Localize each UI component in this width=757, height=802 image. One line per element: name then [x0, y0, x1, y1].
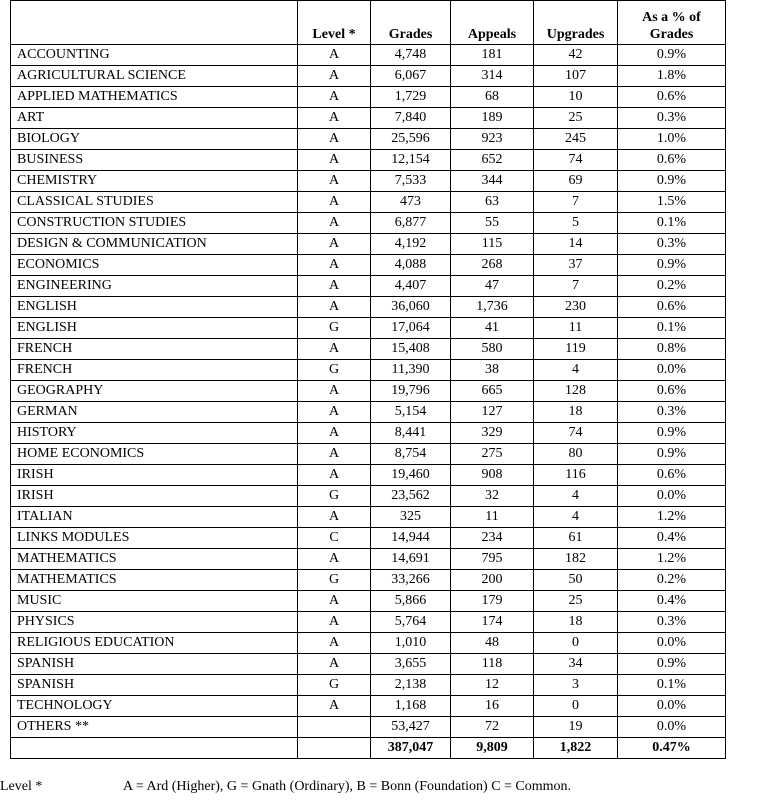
cell-pct: 0.6% — [618, 297, 726, 318]
cell-upgrades: 3 — [534, 675, 618, 696]
cell-appeals: 72 — [451, 717, 534, 738]
cell-appeals: 118 — [451, 654, 534, 675]
cell-grades: 6,067 — [371, 66, 451, 87]
cell-pct: 1.5% — [618, 192, 726, 213]
table-row — [11, 633, 726, 654]
table-row — [11, 234, 726, 255]
table-row — [11, 66, 726, 87]
cell-grades: 15,408 — [371, 339, 451, 360]
footnote-text: A = Ard (Higher), G = Gnath (Ordinary), B = Bonn (Foundation) C = Common. — [123, 779, 572, 794]
cell-level: G — [298, 486, 371, 507]
cell-level: A — [298, 339, 371, 360]
footnote — [0, 779, 757, 799]
cell-appeals: 344 — [451, 171, 534, 192]
cell-grades: 4,192 — [371, 234, 451, 255]
cell-level: A — [298, 549, 371, 570]
table-row — [11, 612, 726, 633]
cell-pct: 0.0% — [618, 696, 726, 717]
header-subject — [11, 1, 298, 45]
cell-subject: CHEMISTRY — [11, 171, 298, 192]
cell-grades: 19,460 — [371, 465, 451, 486]
cell-level: A — [298, 654, 371, 675]
cell-appeals: 234 — [451, 528, 534, 549]
cell-upgrades: 80 — [534, 444, 618, 465]
cell-upgrades: 4 — [534, 360, 618, 381]
cell-pct: 0.9% — [618, 45, 726, 66]
cell-grades: 14,691 — [371, 549, 451, 570]
table-row — [11, 507, 726, 528]
cell-level: A — [298, 192, 371, 213]
totals-pct: 0.47% — [618, 738, 726, 759]
footnote-key: Level * — [0, 779, 43, 794]
cell-subject: ENGINEERING — [11, 276, 298, 297]
table-row — [11, 402, 726, 423]
cell-grades: 5,154 — [371, 402, 451, 423]
cell-subject: ACCOUNTING — [11, 45, 298, 66]
cell-appeals: 314 — [451, 66, 534, 87]
cell-pct: 0.0% — [618, 486, 726, 507]
cell-level: G — [298, 360, 371, 381]
header-appeals: Appeals — [451, 1, 534, 45]
cell-level: C — [298, 528, 371, 549]
cell-grades: 6,877 — [371, 213, 451, 234]
cell-subject: ECONOMICS — [11, 255, 298, 276]
cell-grades: 8,754 — [371, 444, 451, 465]
cell-subject: MATHEMATICS — [11, 549, 298, 570]
cell-upgrades: 18 — [534, 612, 618, 633]
table-row — [11, 675, 726, 696]
table-row — [11, 108, 726, 129]
totals-level — [298, 738, 371, 759]
cell-upgrades: 230 — [534, 297, 618, 318]
cell-appeals: 179 — [451, 591, 534, 612]
cell-pct: 0.2% — [618, 276, 726, 297]
table-row — [11, 255, 726, 276]
cell-subject: FRENCH — [11, 360, 298, 381]
cell-grades: 11,390 — [371, 360, 451, 381]
cell-subject: BUSINESS — [11, 150, 298, 171]
cell-subject: ENGLISH — [11, 318, 298, 339]
cell-level: A — [298, 45, 371, 66]
cell-appeals: 115 — [451, 234, 534, 255]
cell-appeals: 580 — [451, 339, 534, 360]
totals-grades: 387,047 — [371, 738, 451, 759]
cell-appeals: 55 — [451, 213, 534, 234]
cell-subject: APPLIED MATHEMATICS — [11, 87, 298, 108]
cell-grades: 1,010 — [371, 633, 451, 654]
totals-upgrades: 1,822 — [534, 738, 618, 759]
cell-appeals: 41 — [451, 318, 534, 339]
cell-level: G — [298, 318, 371, 339]
cell-level: A — [298, 66, 371, 87]
cell-appeals: 48 — [451, 633, 534, 654]
cell-level: A — [298, 696, 371, 717]
header-level: Level * — [298, 1, 371, 45]
cell-pct: 0.1% — [618, 318, 726, 339]
cell-level: A — [298, 591, 371, 612]
cell-appeals: 16 — [451, 696, 534, 717]
cell-pct: 0.9% — [618, 654, 726, 675]
cell-pct: 1.2% — [618, 549, 726, 570]
cell-grades: 33,266 — [371, 570, 451, 591]
table-row — [11, 171, 726, 192]
cell-level: A — [298, 129, 371, 150]
appeals-table — [10, 0, 726, 759]
cell-appeals: 47 — [451, 276, 534, 297]
cell-upgrades: 4 — [534, 507, 618, 528]
cell-level: A — [298, 444, 371, 465]
cell-appeals: 1,736 — [451, 297, 534, 318]
table-row — [11, 528, 726, 549]
cell-level: A — [298, 150, 371, 171]
cell-level: A — [298, 612, 371, 633]
cell-level — [298, 717, 371, 738]
cell-grades: 325 — [371, 507, 451, 528]
cell-appeals: 68 — [451, 87, 534, 108]
cell-upgrades: 5 — [534, 213, 618, 234]
cell-pct: 0.2% — [618, 570, 726, 591]
cell-subject: LINKS MODULES — [11, 528, 298, 549]
cell-appeals: 174 — [451, 612, 534, 633]
cell-appeals: 665 — [451, 381, 534, 402]
cell-grades: 7,840 — [371, 108, 451, 129]
cell-pct: 0.4% — [618, 591, 726, 612]
cell-grades: 3,655 — [371, 654, 451, 675]
cell-pct: 1.2% — [618, 507, 726, 528]
cell-subject: IRISH — [11, 465, 298, 486]
cell-pct: 1.0% — [618, 129, 726, 150]
cell-appeals: 63 — [451, 192, 534, 213]
cell-grades: 5,866 — [371, 591, 451, 612]
cell-subject: SPANISH — [11, 675, 298, 696]
cell-appeals: 200 — [451, 570, 534, 591]
cell-pct: 0.9% — [618, 444, 726, 465]
cell-grades: 25,596 — [371, 129, 451, 150]
header-pct: As a % of Grades — [618, 1, 726, 45]
table-row — [11, 696, 726, 717]
cell-grades: 12,154 — [371, 150, 451, 171]
cell-pct: 0.6% — [618, 87, 726, 108]
cell-level: A — [298, 213, 371, 234]
table-row — [11, 150, 726, 171]
cell-pct: 0.0% — [618, 360, 726, 381]
cell-upgrades: 50 — [534, 570, 618, 591]
cell-upgrades: 74 — [534, 150, 618, 171]
cell-subject: ENGLISH — [11, 297, 298, 318]
cell-appeals: 12 — [451, 675, 534, 696]
totals-subject — [11, 738, 298, 759]
cell-grades: 4,407 — [371, 276, 451, 297]
cell-pct: 0.9% — [618, 423, 726, 444]
cell-pct: 0.1% — [618, 213, 726, 234]
table-row — [11, 570, 726, 591]
cell-upgrades: 69 — [534, 171, 618, 192]
cell-appeals: 38 — [451, 360, 534, 381]
table-row — [11, 549, 726, 570]
cell-upgrades: 25 — [534, 591, 618, 612]
cell-subject: FRENCH — [11, 339, 298, 360]
table-row — [11, 717, 726, 738]
table-row — [11, 381, 726, 402]
cell-subject: ITALIAN — [11, 507, 298, 528]
table-row — [11, 339, 726, 360]
cell-pct: 0.6% — [618, 381, 726, 402]
cell-subject: RELIGIOUS EDUCATION — [11, 633, 298, 654]
cell-grades: 5,764 — [371, 612, 451, 633]
cell-grades: 23,562 — [371, 486, 451, 507]
table-row — [11, 297, 726, 318]
cell-level: A — [298, 87, 371, 108]
cell-subject: BIOLOGY — [11, 129, 298, 150]
cell-level: A — [298, 423, 371, 444]
cell-pct: 0.8% — [618, 339, 726, 360]
cell-subject: AGRICULTURAL SCIENCE — [11, 66, 298, 87]
cell-grades: 473 — [371, 192, 451, 213]
table-row — [11, 276, 726, 297]
cell-subject: HISTORY — [11, 423, 298, 444]
cell-subject: MATHEMATICS — [11, 570, 298, 591]
cell-appeals: 189 — [451, 108, 534, 129]
cell-upgrades: 18 — [534, 402, 618, 423]
cell-upgrades: 116 — [534, 465, 618, 486]
table-row — [11, 465, 726, 486]
table-row — [11, 591, 726, 612]
cell-appeals: 908 — [451, 465, 534, 486]
cell-upgrades: 245 — [534, 129, 618, 150]
cell-level: A — [298, 297, 371, 318]
cell-grades: 8,441 — [371, 423, 451, 444]
cell-upgrades: 10 — [534, 87, 618, 108]
cell-pct: 0.3% — [618, 108, 726, 129]
table-row — [11, 486, 726, 507]
cell-grades: 17,064 — [371, 318, 451, 339]
cell-level: A — [298, 276, 371, 297]
cell-upgrades: 25 — [534, 108, 618, 129]
cell-upgrades: 74 — [534, 423, 618, 444]
cell-level: A — [298, 381, 371, 402]
header-upgrades: Upgrades — [534, 1, 618, 45]
cell-upgrades: 128 — [534, 381, 618, 402]
cell-appeals: 127 — [451, 402, 534, 423]
totals-row — [11, 738, 726, 759]
cell-grades: 4,748 — [371, 45, 451, 66]
cell-pct: 0.3% — [618, 402, 726, 423]
cell-subject: GEOGRAPHY — [11, 381, 298, 402]
cell-level: A — [298, 633, 371, 654]
cell-level: A — [298, 402, 371, 423]
cell-level: A — [298, 465, 371, 486]
cell-upgrades: 119 — [534, 339, 618, 360]
cell-pct: 0.6% — [618, 465, 726, 486]
cell-upgrades: 182 — [534, 549, 618, 570]
cell-pct: 1.8% — [618, 66, 726, 87]
cell-subject: CLASSICAL STUDIES — [11, 192, 298, 213]
cell-grades: 1,729 — [371, 87, 451, 108]
cell-subject: GERMAN — [11, 402, 298, 423]
cell-upgrades: 4 — [534, 486, 618, 507]
cell-upgrades: 61 — [534, 528, 618, 549]
totals-appeals: 9,809 — [451, 738, 534, 759]
cell-subject: DESIGN & COMMUNICATION — [11, 234, 298, 255]
cell-level: A — [298, 171, 371, 192]
cell-pct: 0.3% — [618, 612, 726, 633]
cell-appeals: 11 — [451, 507, 534, 528]
table-row — [11, 423, 726, 444]
cell-subject: SPANISH — [11, 654, 298, 675]
table-row — [11, 318, 726, 339]
cell-level: A — [298, 108, 371, 129]
cell-pct: 0.1% — [618, 675, 726, 696]
cell-subject: PHYSICS — [11, 612, 298, 633]
cell-appeals: 181 — [451, 45, 534, 66]
table-body — [11, 45, 726, 738]
cell-pct: 0.9% — [618, 171, 726, 192]
cell-upgrades: 0 — [534, 696, 618, 717]
table-row — [11, 192, 726, 213]
cell-pct: 0.9% — [618, 255, 726, 276]
cell-subject: MUSIC — [11, 591, 298, 612]
table-row — [11, 360, 726, 381]
cell-subject: OTHERS ** — [11, 717, 298, 738]
cell-level: A — [298, 234, 371, 255]
cell-appeals: 923 — [451, 129, 534, 150]
cell-upgrades: 7 — [534, 192, 618, 213]
cell-level: A — [298, 507, 371, 528]
cell-pct: 0.3% — [618, 234, 726, 255]
cell-grades: 2,138 — [371, 675, 451, 696]
table-row — [11, 213, 726, 234]
cell-upgrades: 42 — [534, 45, 618, 66]
cell-pct: 0.4% — [618, 528, 726, 549]
cell-upgrades: 34 — [534, 654, 618, 675]
table-row — [11, 87, 726, 108]
cell-upgrades: 107 — [534, 66, 618, 87]
header-grades: Grades — [371, 1, 451, 45]
cell-level: G — [298, 675, 371, 696]
table-row — [11, 45, 726, 66]
cell-appeals: 652 — [451, 150, 534, 171]
cell-subject: IRISH — [11, 486, 298, 507]
table-row — [11, 444, 726, 465]
cell-grades: 4,088 — [371, 255, 451, 276]
cell-subject: TECHNOLOGY — [11, 696, 298, 717]
cell-subject: CONSTRUCTION STUDIES — [11, 213, 298, 234]
cell-appeals: 268 — [451, 255, 534, 276]
cell-level: G — [298, 570, 371, 591]
cell-appeals: 32 — [451, 486, 534, 507]
cell-grades: 53,427 — [371, 717, 451, 738]
cell-appeals: 329 — [451, 423, 534, 444]
table-row — [11, 654, 726, 675]
cell-upgrades: 37 — [534, 255, 618, 276]
cell-appeals: 795 — [451, 549, 534, 570]
cell-upgrades: 0 — [534, 633, 618, 654]
cell-upgrades: 14 — [534, 234, 618, 255]
cell-grades: 1,168 — [371, 696, 451, 717]
cell-pct: 0.6% — [618, 150, 726, 171]
cell-subject: HOME ECONOMICS — [11, 444, 298, 465]
cell-grades: 19,796 — [371, 381, 451, 402]
cell-grades: 7,533 — [371, 171, 451, 192]
cell-appeals: 275 — [451, 444, 534, 465]
cell-grades: 36,060 — [371, 297, 451, 318]
cell-upgrades: 11 — [534, 318, 618, 339]
cell-pct: 0.0% — [618, 633, 726, 654]
cell-upgrades: 19 — [534, 717, 618, 738]
table-row — [11, 129, 726, 150]
cell-grades: 14,944 — [371, 528, 451, 549]
cell-subject: ART — [11, 108, 298, 129]
cell-upgrades: 7 — [534, 276, 618, 297]
header-row — [11, 1, 726, 45]
cell-level: A — [298, 255, 371, 276]
cell-pct: 0.0% — [618, 717, 726, 738]
